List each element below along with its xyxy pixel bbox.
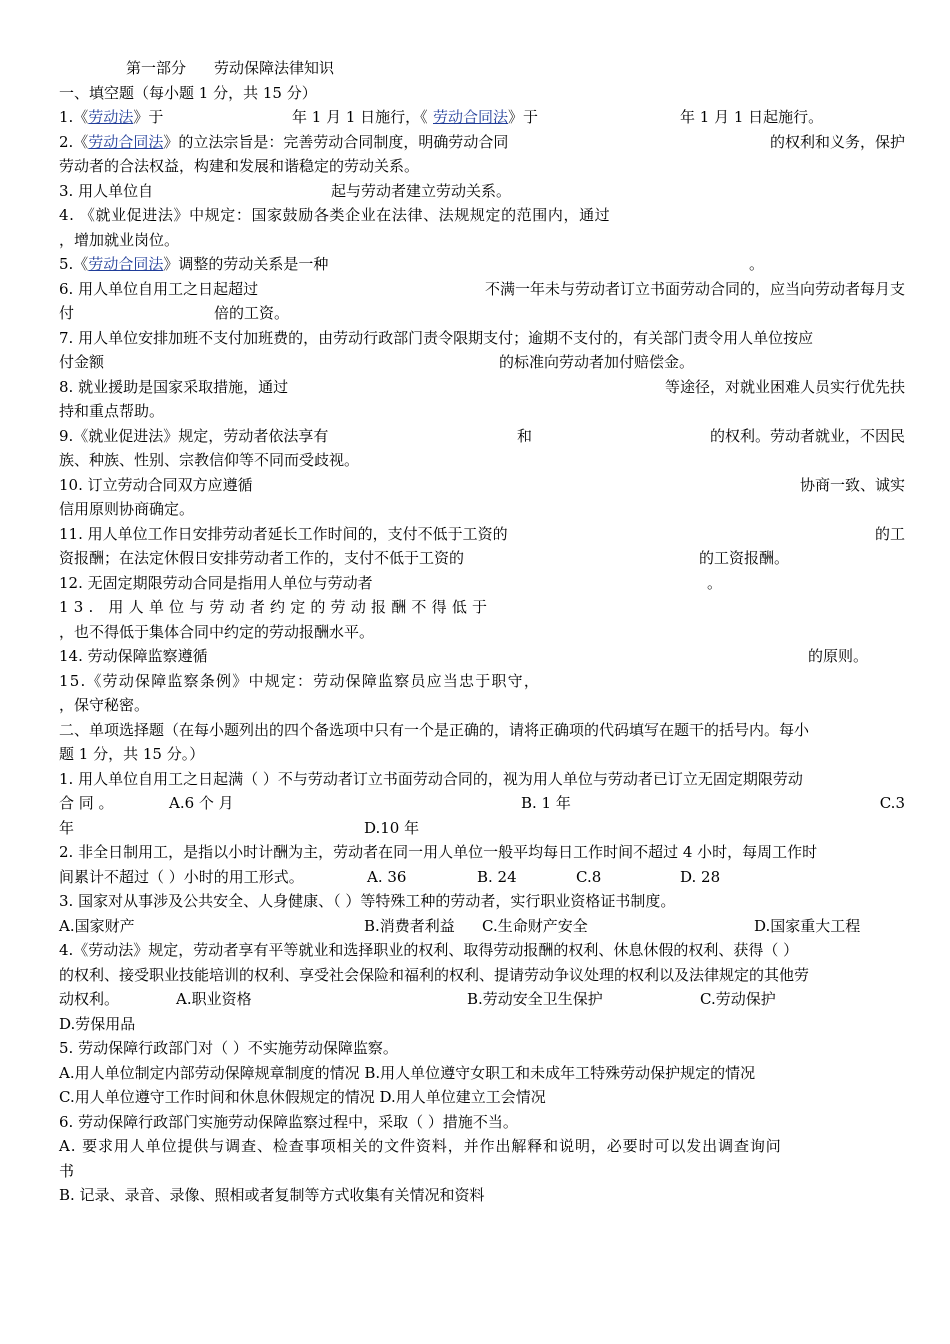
question-4-cont: ，增加就业岗位。 xyxy=(59,230,180,249)
law-link-contract[interactable]: 劳动合同法 xyxy=(88,132,164,151)
question-7: 7. 用人单位安排加班不支付加班费的，由劳动行政部门责令限期支付；逾期不支付的，有关部门责令用人单位按应 xyxy=(59,328,814,347)
question-8: 8. 就业援助是国家采取措施，通过 等途径，对就业困难人员实行优先扶 xyxy=(59,377,905,396)
choice-4-cont: 的权利、接受职业技能培训的权利、享受社会保险和福利的权利、提请劳动争议处理的权利以及法律规定的其他劳 xyxy=(59,965,810,984)
question-4: 4. 《就业促进法》中规定：国家鼓励各类企业在法律、法规规定的范围内，通过 xyxy=(59,206,611,224)
doc-title xyxy=(59,56,905,81)
section-fill-blank: 一、填空题（每小题 1 分，共 15 分） xyxy=(59,83,317,102)
question-2: 2.《劳动合同法》的立法宗旨是：完善劳动合同制度，明确劳动合同 的权利和义务，保护 xyxy=(59,132,905,151)
question-9: 9.《就业促进法》规定，劳动者依法享有 和 的权利。劳动者就业，不因民 xyxy=(59,426,905,445)
choice-4-options-cont: D.劳保用品 xyxy=(59,1014,136,1033)
question-10: 10. 订立劳动合同双方应遵循 协商一致、诚实 xyxy=(59,475,905,494)
option-c: C.8 xyxy=(576,867,602,886)
choice-4: 4.《劳动法》规定，劳动者享有平等就业和选择职业的权利、取得劳动报酬的权利、休息休假的权利、获得（ ） xyxy=(59,941,799,959)
question-13: 13. 用人单位与劳动者约定的劳动报酬不得低于 xyxy=(59,598,493,616)
question-11-cont: 资报酬；在法定休假日安排劳动者工作的，支付不低于工资的 的工资报酬。 xyxy=(59,549,790,567)
option-d: D.国家重大工程 xyxy=(754,916,861,935)
law-link-contract[interactable]: 劳动合同法 xyxy=(88,255,164,273)
question-1: 1.《劳动法》于 年 1 月 1 日施行，《 劳动合同法》于 年 1 月 1 日起施行。 xyxy=(59,108,824,126)
question-6-cont: 付 倍的工资。 xyxy=(59,304,290,322)
title-subject: 劳动保障法律知识 xyxy=(214,59,335,77)
choice-1-options: 合 同 。 A.6 个 月 B. 1 年 C.3 xyxy=(59,791,905,816)
option-b: B. 24 xyxy=(477,867,517,886)
question-12: 12. 无固定期限劳动合同是指用人单位与劳动者 。 xyxy=(59,573,723,592)
section-single-choice: 二、单项选择题（在每小题列出的四个备选项中只有一个是正确的，请将正确项的代码填写在题干的括号内。每小 xyxy=(59,720,810,739)
choice-5-options-cd: C.用人单位遵守工作时间和休息休假规定的情况 D.用人单位建立工会情况 xyxy=(59,1088,546,1106)
option-c: C.劳动保护 xyxy=(700,990,776,1008)
option-b: B. 1 年 xyxy=(521,794,571,812)
choice-2-options: 间累计不超过（ ）小时的用工形式。 A. 36 B. 24 C.8 D. 28 xyxy=(59,865,905,890)
choice-6-option-a-cont: 书 xyxy=(59,1161,75,1180)
option-d: D. 28 xyxy=(680,867,721,886)
question-13-cont: ，也不得低于集体合同中约定的劳动报酬水平。 xyxy=(59,622,375,641)
question-15-cont: ，保守秘密。 xyxy=(59,696,150,714)
choice-4-options: 动权利。 A.职业资格 B.劳动安全卫生保护 C.劳动保护 xyxy=(59,987,905,1012)
option-c: C.生命财产安全 xyxy=(482,916,588,935)
question-8-cont: 持和重点帮助。 xyxy=(59,402,165,420)
question-10-cont: 信用原则协商确定。 xyxy=(59,500,195,518)
law-link-contract[interactable]: 劳动合同法 xyxy=(433,108,509,126)
question-5: 5.《劳动合同法》调整的劳动关系是一种 。 xyxy=(59,255,765,273)
option-a: A. 36 xyxy=(367,867,407,886)
choice-5: 5. 劳动保障行政部门对（ ）不实施劳动保障监察。 xyxy=(59,1039,398,1057)
question-6: 6. 用人单位自用工之日起超过 不满一年未与劳动者订立书面劳动合同的，应当向劳动者每月支 xyxy=(59,279,905,298)
choice-6-option-b: B. 记录、录音、录像、照相或者复制等方式收集有关情况和资料 xyxy=(59,1186,485,1204)
option-b: B.劳动安全卫生保护 xyxy=(467,990,603,1008)
option-a: A.职业资格 xyxy=(176,990,252,1008)
option-b: B.消费者利益 xyxy=(364,916,455,935)
law-link-labor[interactable]: 劳动法 xyxy=(88,108,134,126)
document-page xyxy=(59,56,905,1208)
option-d: D.10 年 xyxy=(364,818,420,837)
question-3: 3. 用人单位自 起与劳动者建立劳动关系。 xyxy=(59,181,512,200)
choice-6-option-a: A. 要求用人单位提供与调查、检查事项相关的文件资料，并作出解释和说明，必要时可以发出调查询问 xyxy=(59,1137,782,1155)
choice-3: 3. 国家对从事涉及公共安全、人身健康、（ ）等特殊工种的劳动者，实行职业资格证书制度。 xyxy=(59,892,676,910)
question-9-cont: 族、种族、性别、宗教信仰等不同而受歧视。 xyxy=(59,451,360,469)
question-2-cont: 劳动者的合法权益，构建和发展和谐稳定的劳动关系。 xyxy=(59,157,420,175)
option-a: A.国家财产 xyxy=(59,916,135,935)
choice-1: 1. 用人单位自用工之日起满（ ）不与劳动者订立书面劳动合同的，视为用人单位与劳动者已订立无固定期限劳动 xyxy=(59,769,803,788)
section-single-choice-cont: 题 1 分，共 15 分。） xyxy=(59,745,205,763)
option-c: C.3 xyxy=(879,794,905,812)
choice-1-options-cont: 年 D.10 年 xyxy=(59,816,905,841)
choice-2: 2. 非全日制用工，是指以小时计酬为主，劳动者在同一用人单位一般平均每日工作时间不超过 4 小时，每周工作时 xyxy=(59,843,818,861)
choice-6: 6. 劳动保障行政部门实施劳动保障监察过程中，采取（ ）措施不当。 xyxy=(59,1112,518,1131)
question-15: 15.《劳动保障监察条例》中规定：劳动保障监察员应当忠于职守， xyxy=(59,671,541,690)
choice-3-options xyxy=(59,914,905,939)
question-11: 11. 用人单位工作日安排劳动者延长工作时间的，支付不低于工资的 的工 xyxy=(59,524,905,543)
title-part: 第一部分 xyxy=(126,59,187,77)
question-7-cont: 付金额 的标准向劳动者加付赔偿金。 xyxy=(59,353,695,371)
option-a: A.6 个 月 xyxy=(169,794,234,812)
question-14: 14. 劳动保障监察遵循 的原则。 xyxy=(59,647,869,665)
choice-5-options-ab: A.用人单位制定内部劳动保障规章制度的情况 B.用人单位遵守女职工和未成年工特殊劳动保护规定的情况 xyxy=(59,1063,756,1082)
